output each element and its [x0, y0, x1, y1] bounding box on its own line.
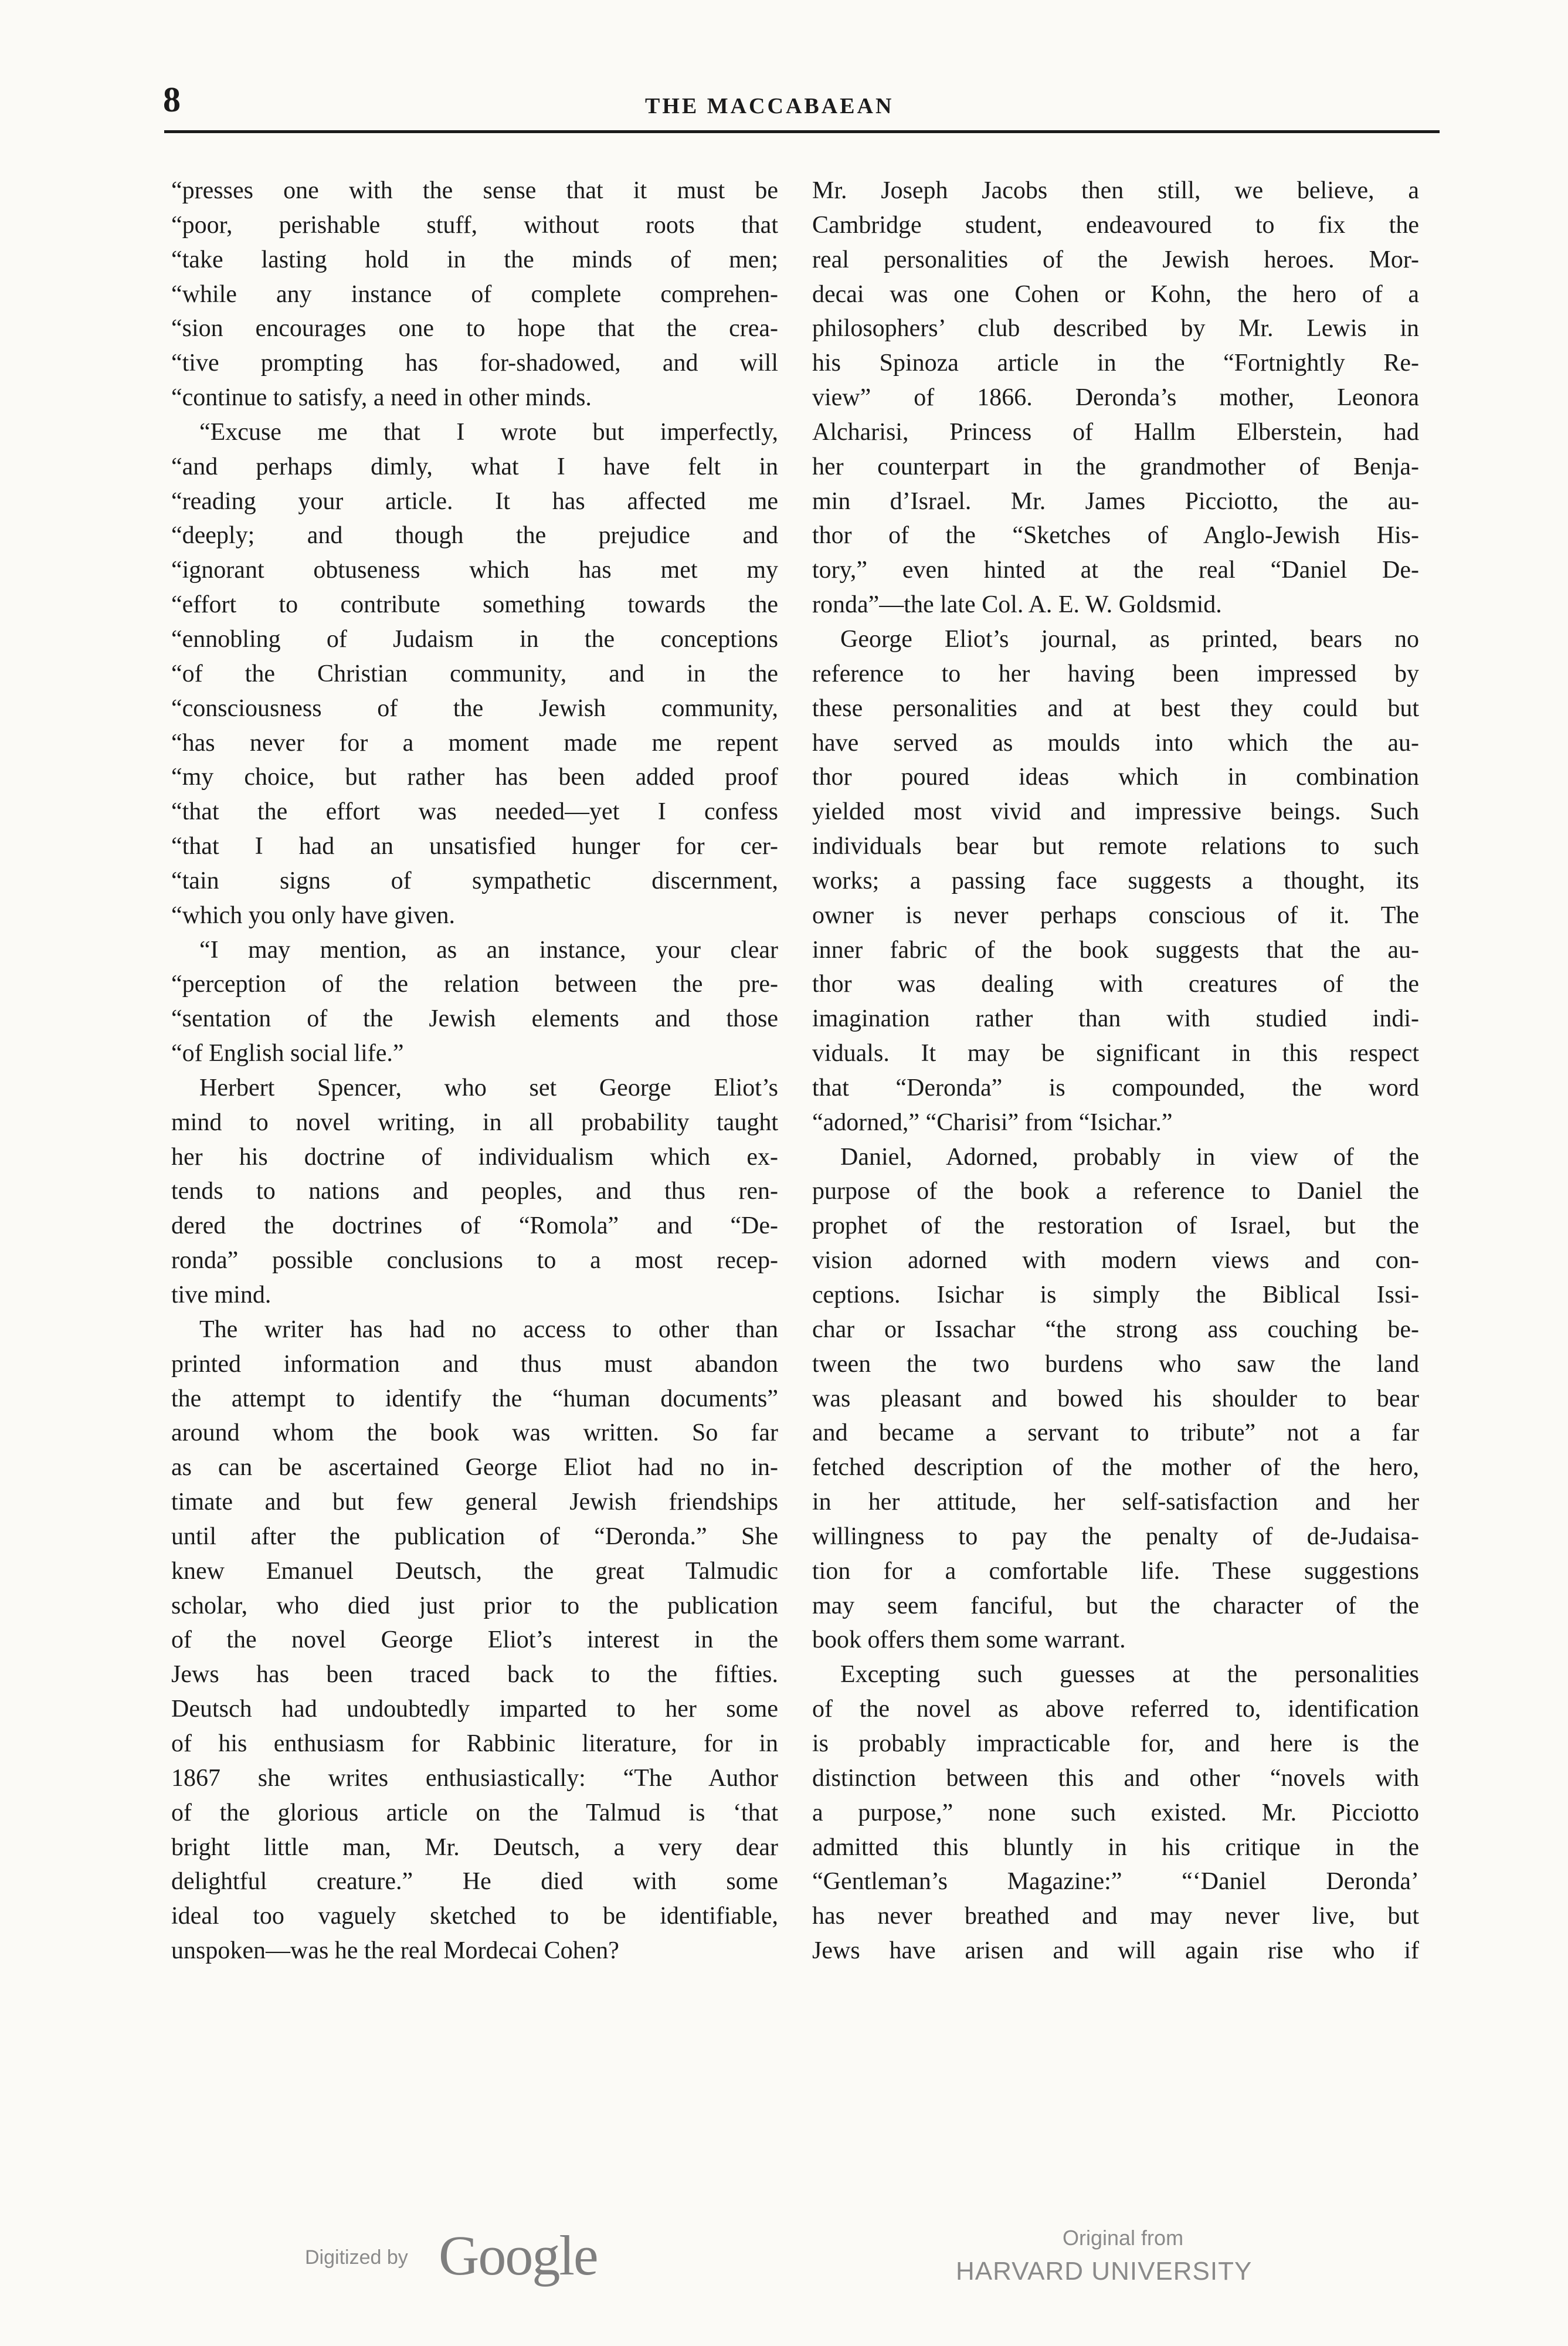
google-logo: Google	[439, 2224, 598, 2287]
text-line: “my choice, but rather has been added proof	[171, 764, 778, 791]
text-line: 1867 she writes enthusiastically: “The Author	[171, 1764, 778, 1792]
text-line: “Gentleman’s Magazine:” “‘Daniel Deronda’	[812, 1868, 1419, 1896]
text-line: knew Emanuel Deutsch, the great Talmudic	[171, 1557, 778, 1585]
text-line: Alcharisi, Princess of Hallm Elberstein, had	[812, 418, 1419, 446]
text-line: around whom the book was written. So far	[171, 1419, 778, 1447]
text-line: timate and but few general Jewish friendships	[171, 1489, 778, 1516]
text-line: of the glorious article on the Talmud is ‘that	[171, 1799, 778, 1826]
text-line: mind to novel writing, in all probability taught	[171, 1108, 778, 1136]
text-line: “of the Christian community, and in the	[171, 660, 778, 687]
text-line: willingness to pay the penalty of de-Judaisa-	[812, 1523, 1419, 1550]
text-line: inner fabric of the book suggests that the au-	[812, 936, 1419, 964]
text-line: of his enthusiasm for Rabbinic literature, for in	[171, 1730, 778, 1757]
text-line: her counterpart in the grandmother of Benja-	[812, 453, 1419, 480]
text-line: distinction between this and other “novels with	[812, 1764, 1419, 1792]
text-line: view” of 1866. Deronda’s mother, Leonora	[812, 384, 1419, 412]
text-line: dered the doctrines of “Romola” and “De-	[171, 1212, 778, 1240]
text-line: tends to nations and peoples, and thus ren-	[171, 1178, 778, 1205]
text-line: his Spinoza article in the “Fortnightly Re-	[812, 350, 1419, 377]
text-line: “continue to satisfy, a need in other minds.	[171, 384, 592, 412]
text-line: until after the publication of “Deronda.” She	[171, 1523, 778, 1550]
text-line: real personalities of the Jewish heroes. Mor-	[812, 246, 1419, 273]
text-line: works; a passing face suggests a thought, its	[812, 867, 1419, 894]
text-line: these personalities and at best they could but	[812, 694, 1419, 722]
text-line: “I may mention, as an instance, your clear	[199, 936, 778, 964]
text-line: prophet of the restoration of Israel, but the	[812, 1212, 1419, 1240]
text-line: and became a servant to tribute” not a far	[812, 1419, 1419, 1447]
text-line: tion for a comfortable life. These suggestions	[812, 1557, 1419, 1585]
text-line: decai was one Cohen or Kohn, the hero of a	[812, 280, 1419, 308]
text-line: “poor, perishable stuff, without roots that	[171, 211, 778, 239]
text-line: yielded most vivid and impressive beings. Such	[812, 798, 1419, 826]
text-line: Cambridge student, endeavoured to fix the	[812, 211, 1419, 239]
text-line: Herbert Spencer, who set George Eliot’s	[199, 1074, 778, 1101]
text-line: tween the two burdens who saw the land	[812, 1350, 1419, 1378]
text-line: philosophers’ club described by Mr. Lewis in	[812, 315, 1419, 343]
text-line: is probably impracticable for, and here is the	[812, 1730, 1419, 1757]
text-line: was pleasant and bowed his shoulder to bear	[812, 1385, 1419, 1412]
text-line: thor of the “Sketches of Anglo-Jewish His-	[812, 522, 1419, 550]
text-line: of the novel George Eliot’s interest in the	[171, 1626, 778, 1654]
text-line: “of English social life.”	[171, 1040, 404, 1067]
text-line: may seem fanciful, but the character of the	[812, 1592, 1419, 1619]
text-line: The writer has had no access to other than	[199, 1316, 778, 1343]
text-line: Jews has been traced back to the fifties.	[171, 1661, 778, 1689]
text-line: individuals bear but remote relations to such	[812, 833, 1419, 860]
institution-label: HARVARD UNIVERSITY	[956, 2257, 1253, 2286]
text-line: admitted this bluntly in his critique in the	[812, 1833, 1419, 1861]
text-line: “which you only have given.	[171, 901, 456, 929]
text-line: Mr. Joseph Jacobs then still, we believe, a	[812, 177, 1419, 204]
text-line: Jews have arisen and will again rise who if	[812, 1937, 1419, 1965]
text-line: as can be ascertained George Eliot had no in-	[171, 1454, 778, 1481]
text-line: “perception of the relation between the pre-	[171, 971, 778, 998]
text-line: “while any instance of complete comprehen-	[171, 280, 778, 308]
text-line: “and perhaps dimly, what I have felt in	[171, 453, 778, 480]
running-head: THE MACCABAEAN	[645, 94, 894, 118]
text-line: scholar, who died just prior to the publication	[171, 1592, 778, 1619]
text-line: char or Issachar “the strong ass couching be-	[812, 1316, 1419, 1343]
text-line: tive mind.	[171, 1282, 271, 1308]
text-line: bright little man, Mr. Deutsch, a very dear	[171, 1833, 778, 1861]
text-line: thor was dealing with creatures of the	[812, 971, 1419, 998]
text-line: printed information and thus must abandon	[171, 1350, 778, 1378]
text-line: book offers them some warrant.	[812, 1626, 1126, 1654]
text-line: fetched description of the mother of the hero,	[812, 1454, 1419, 1481]
text-line: unspoken—was he the real Mordecai Cohen?	[171, 1937, 619, 1965]
text-line: “Excuse me that I wrote but imperfectly,	[199, 418, 778, 446]
text-line: delightful creature.” He died with some	[171, 1868, 778, 1896]
text-line: imagination rather than with studied indi-	[812, 1005, 1419, 1033]
text-line: owner is never perhaps conscious of it. The	[812, 901, 1419, 929]
text-line: “ennobling of Judaism in the conceptions	[171, 625, 778, 653]
text-line: that “Deronda” is compounded, the word	[812, 1074, 1419, 1101]
text-line: George Eliot’s journal, as printed, bears no	[840, 625, 1419, 653]
text-line: “ignorant obtuseness which has met my	[171, 557, 778, 584]
text-line: tory,” even hinted at the real “Daniel De-	[812, 557, 1419, 584]
text-line: a purpose,” none such existed. Mr. Picciotto	[812, 1799, 1419, 1826]
text-line: her his doctrine of individualism which ex-	[171, 1143, 778, 1171]
text-line: “reading your article. It has affected me	[171, 487, 778, 515]
text-line: “deeply; and though the prejudice and	[171, 522, 778, 550]
original-from-label: Original from	[1063, 2226, 1184, 2250]
text-line: “tive prompting has for-shadowed, and will	[171, 350, 778, 377]
text-line: Daniel, Adorned, probably in view of the	[840, 1143, 1419, 1171]
text-line: ronda”—the late Col. A. E. W. Goldsmid.	[812, 591, 1222, 619]
text-line: “that the effort was needed—yet I confess	[171, 798, 778, 826]
left-column	[171, 174, 778, 1968]
text-line: purpose of the book a reference to Daniel the	[812, 1178, 1419, 1205]
header-rule	[164, 130, 1440, 133]
text-line: Deutsch had undoubtedly imparted to her some	[171, 1696, 778, 1723]
text-line: “presses one with the sense that it must be	[171, 177, 778, 204]
text-line: “that I had an unsatisfied hunger for cer-	[171, 833, 778, 860]
text-line: thor poured ideas which in combination	[812, 764, 1419, 791]
page-number: 8	[163, 80, 181, 119]
text-line: have served as moulds into which the au-	[812, 729, 1419, 757]
text-line: in her attitude, her self-satisfaction and her	[812, 1489, 1419, 1516]
text-line: ronda” possible conclusions to a most recep-	[171, 1247, 778, 1274]
text-line: “sion encourages one to hope that the crea-	[171, 315, 778, 343]
text-line: ceptions. Isichar is simply the Biblical Issi-	[812, 1282, 1419, 1308]
text-line: “take lasting hold in the minds of men;	[171, 246, 778, 273]
text-line: reference to her having been impressed by	[812, 660, 1419, 687]
text-line: “has never for a moment made me repent	[171, 729, 778, 757]
text-line: vision adorned with modern views and con-	[812, 1247, 1419, 1274]
text-line: “consciousness of the Jewish community,	[171, 694, 778, 722]
text-line: ideal too vaguely sketched to be identifiable,	[171, 1903, 778, 1930]
text-line: “effort to contribute something towards the	[171, 591, 778, 619]
digitized-by-label: Digitized by	[305, 2246, 408, 2269]
text-line: viduals. It may be significant in this respect	[812, 1040, 1419, 1067]
text-line: Excepting such guesses at the personalities	[840, 1661, 1419, 1689]
text-line: of the novel as above referred to, identification	[812, 1696, 1419, 1723]
right-column	[812, 174, 1419, 1968]
text-line: “tain signs of sympathetic discernment,	[171, 867, 778, 894]
text-line: min d’Israel. Mr. James Picciotto, the au-	[812, 487, 1419, 515]
text-line: “sentation of the Jewish elements and those	[171, 1005, 778, 1033]
text-line: has never breathed and may never live, but	[812, 1903, 1419, 1930]
text-line: the attempt to identify the “human documents”	[171, 1385, 778, 1412]
text-line: “adorned,” “Charisi” from “Isichar.”	[812, 1108, 1173, 1136]
